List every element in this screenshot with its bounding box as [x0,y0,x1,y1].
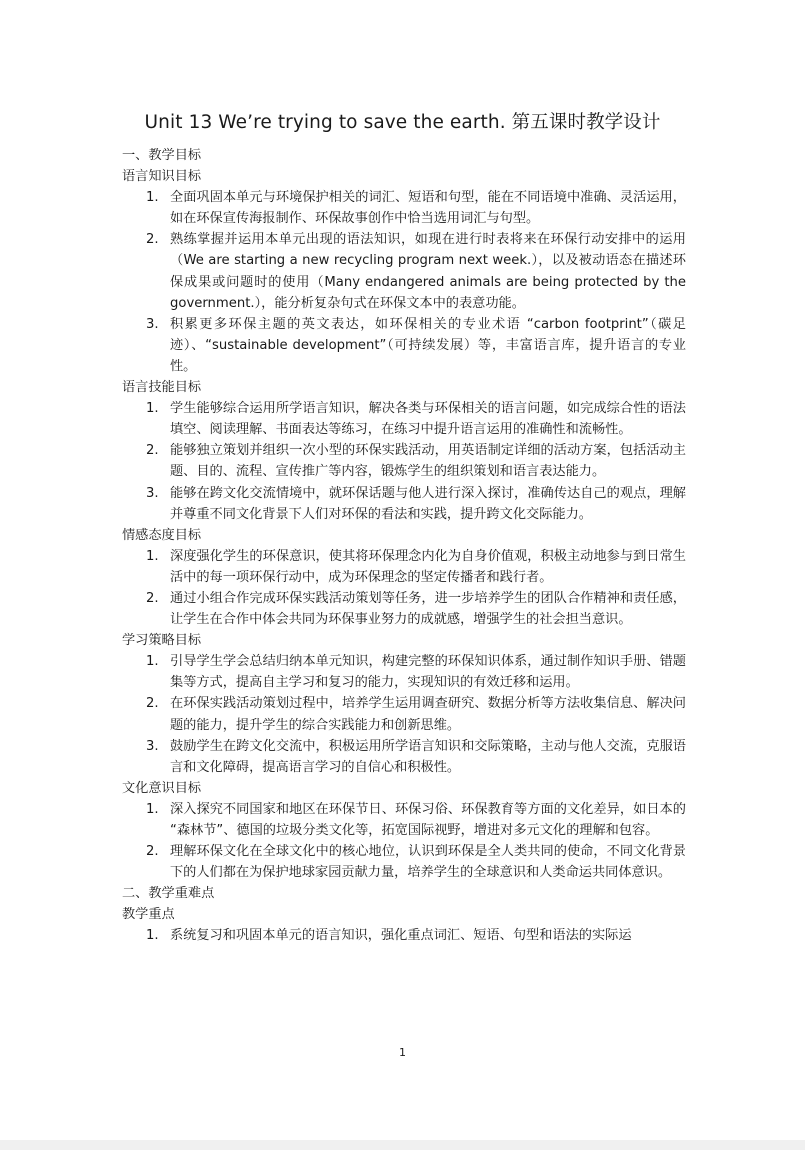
list-item-number: 2. [146,696,159,712]
subsection-heading: 教学重点 [122,907,175,923]
list-item-text: 熟练掌握并运用本单元出现的语法知识，如现在进行时表将来在环保行动安排中的运用（We are starting a new recycling program next week.），以及被动语态在描述环保成果或问题时的使用（Many endangered animals are being protected by the government.），能分析复杂句式在环保文本中的表意功能。 [170,232,686,311]
numbered-list [122,398,686,525]
list-item [146,925,686,946]
list-item-text: 深度强化学生的环保意识，使其将环保理念内化为自身价值观，积极主动地参与到日常生活中的每一项环保行动中，成为环保理念的坚定传播者和践行者。 [170,548,686,585]
list-item-number: 2. [146,232,159,248]
section-heading: 二、教学重难点 [122,886,215,902]
list-item [146,187,686,229]
list-item [146,588,686,630]
list-item [146,799,686,841]
list-item-number: 1. [146,401,159,417]
list-item-number: 3. [146,485,159,501]
list-item [146,736,686,778]
subsection-heading: 语言技能目标 [122,380,202,396]
section-heading: 一、教学目标 [122,148,202,163]
list-item-number: 1. [146,548,159,564]
list-item-number: 1. [146,190,159,206]
document-title: Unit 13 We’re trying to save the earth. 第五课时教学设计 [144,112,661,133]
list-item-number: 3. [146,316,159,332]
list-item [146,483,686,525]
list-item-text: 学生能够综合运用所学语言知识，解决各类与环保相关的语言问题，如完成综合性的语法填空、阅读理解、书面表达等练习，在练习中提升语言运用的准确性和流畅性。 [170,401,686,438]
subsection-heading: 情感态度目标 [122,527,202,543]
subsection-heading: 学习策略目标 [122,633,202,649]
numbered-list [122,546,686,630]
list-item [146,841,686,883]
list-item [146,314,686,377]
numbered-list [122,651,686,778]
numbered-list [122,925,686,946]
list-item-text: 积累更多环保主题的英文表达，如环保相关的专业术语 “carbon footprint”（碳足迹）、“sustainable development”（可持续发展）等，丰富语言库，提升语言的专业性。 [170,316,686,374]
list-item-text: 理解环保文化在全球文化中的核心地位，认识到环保是全人类共同的使命，不同文化背景下的人们都在为保护地球家园贡献力量，培养学生的全球意识和人类命运共同体意识。 [170,844,686,881]
list-item-text: 系统复习和巩固本单元的语言知识，强化重点词汇、短语、句型和语法的实际运 [170,928,632,944]
list-item-text: 引导学生学会总结归纳本单元知识，构建完整的环保知识体系，通过制作知识手册、错题集等方式，提高自主学习和复习的能力，实现知识的有效迁移和运用。 [170,654,686,691]
list-item-number: 1. [146,801,159,817]
list-item-text: 能够独立策划并组织一次小型的环保实践活动，用英语制定详细的活动方案，包括活动主题、目的、流程、宣传推广等内容，锻炼学生的组织策划和语言表达能力。 [170,443,686,480]
subsection-heading: 语言知识目标 [122,169,202,185]
list-item-number: 2. [146,590,159,606]
page-number: 1 [399,1046,406,1059]
list-item-text: 通过小组合作完成环保实践活动策划等任务，进一步培养学生的团队合作精神和责任感，让学生在合作中体会共同为环保事业努力的成就感，增强学生的社会担当意识。 [170,590,686,628]
list-item [146,651,686,693]
list-item-number: 2. [146,844,159,860]
numbered-list [122,799,686,883]
document-body [122,145,686,947]
list-item [146,693,686,735]
list-item-text: 能够在跨文化交流情境中，就环保话题与他人进行深入探讨，准确传达自己的观点，理解并尊重不同文化背景下人们对环保的看法和实践，提升跨文化交际能力。 [170,485,686,522]
list-item-number: 3. [146,738,159,754]
numbered-list [122,187,686,377]
list-item-text: 鼓励学生在跨文化交流中，积极运用所学语言知识和交际策略，主动与他人交流，克服语言和文化障碍，提高语言学习的自信心和积极性。 [170,738,686,775]
list-item-text: 在环保实践活动策划过程中，培养学生运用调查研究、数据分析等方法收集信息、解决问题的能力，提升学生的综合实践能力和创新思维。 [170,696,686,733]
subsection-heading: 文化意识目标 [122,780,202,796]
list-item-text: 深入探究不同国家和地区在环保节日、环保习俗、环保教育等方面的文化差异，如日本的 “森林节”、德国的垃圾分类文化等，拓宽国际视野，增进对多元文化的理解和包容。 [170,801,686,838]
list-item [146,398,686,440]
list-item-number: 1. [146,654,159,670]
list-item [146,546,686,588]
list-item-number: 1. [146,928,159,944]
list-item-text: 全面巩固本单元与环境保护相关的词汇、短语和句型，能在不同语境中准确、灵活运用，如在环保宣传海报制作、环保故事创作中恰当选用词汇与句型。 [170,190,686,227]
list-item [146,229,686,313]
list-item-number: 2. [146,443,159,459]
list-item [146,440,686,482]
